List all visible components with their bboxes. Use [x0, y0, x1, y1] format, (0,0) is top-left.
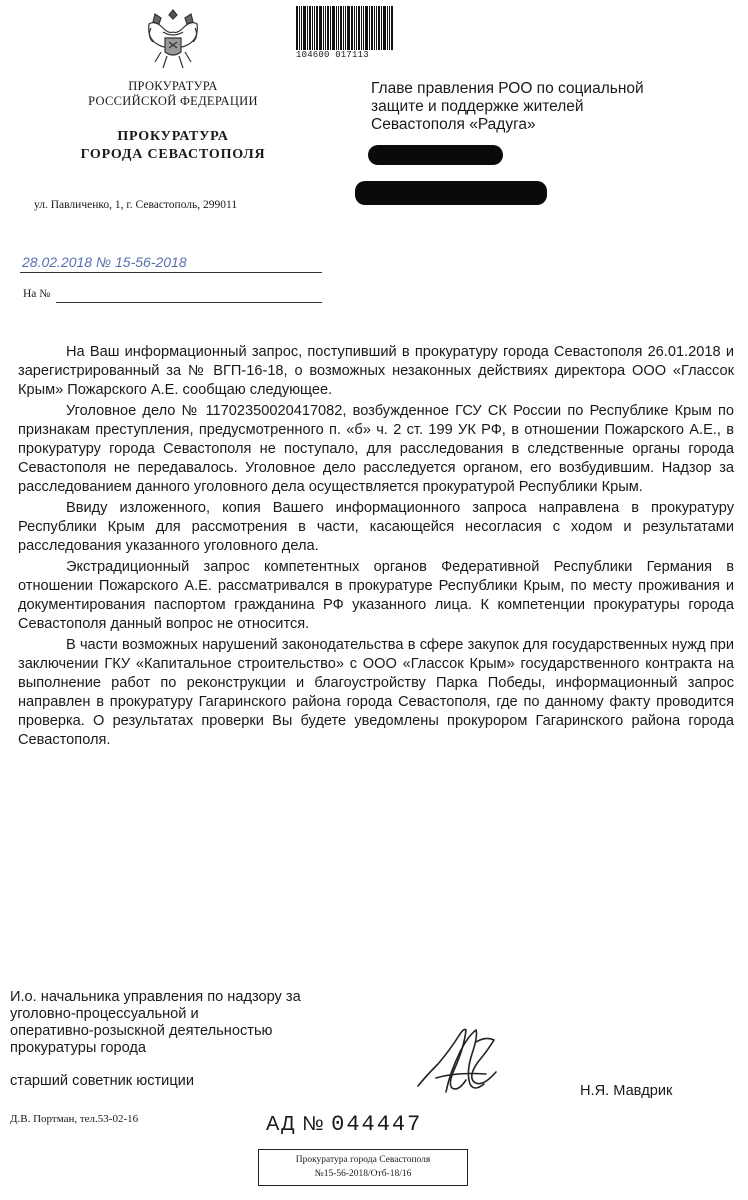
- barcode-bar: [376, 6, 377, 50]
- barcode-bar: [332, 6, 335, 50]
- barcode-bar: [314, 6, 315, 50]
- outgoing-number-underline: [20, 272, 322, 273]
- org-address: ул. Павличенко, 1, г. Севастополь, 299011: [34, 199, 238, 211]
- barcode-bar: [301, 6, 302, 50]
- org-name-line1: ПРОКУРАТУРА: [128, 79, 218, 93]
- body-paragraph: Уголовное дело № 11702350020417082, возбужденное ГСУ СК России по Республике Крым по признакам преступления, предусмотренного п. «б» ч. 2 ст. 199 УК РФ, в отношении Пожарского А.Е., в прокуратуру города Севастополя не поступало, для расследования в следственные органы города Севастополя не передавалось. Уголовное дело расследуется органом, его возбудившим. Надзор за расследованием данного уголовного дела осуществляется прокуратурой Республики Крым.: [18, 403, 734, 495]
- barcode-bar: [319, 6, 322, 50]
- barcode-bar: [330, 6, 331, 50]
- barcode-bar: [338, 6, 339, 50]
- form-serial-prefix: АД №: [266, 1113, 325, 1135]
- barcode-bar: [316, 6, 318, 50]
- stamp-line: Прокуратура города Севастополя: [295, 1155, 431, 1165]
- barcode-number: 104600 017113: [296, 50, 369, 60]
- barcode-bar: [383, 6, 386, 50]
- signer-position-line: И.о. начальника управления по надзору за: [10, 989, 301, 1005]
- barcode-bar: [371, 6, 373, 50]
- recipient-line: Севастополя «Радуга»: [371, 116, 536, 133]
- body-paragraph: В части возможных нарушений законодательства в сфере закупок для государственных нужд при заключении ГКУ «Капитальное строительство» с ООО «Глассок Крым» государственного контракта на выполнение работ по реконструкции и благоустройству Парка Победы, информационный запрос направлен в прокуратуру Гагаринского района города Севастополя, где по данному факту проводится проверка. О результатах проверки Вы будете уведомлены прокурором Гагаринского района города Севастополя.: [18, 637, 734, 748]
- recipient-block: [371, 80, 711, 134]
- barcode-bar: [347, 6, 350, 50]
- stamp-line: №15-56-2018/Отб-18/16: [314, 1169, 412, 1179]
- signer-position: [10, 989, 370, 1057]
- barcode-bar: [363, 6, 364, 50]
- barcode-bar: [356, 6, 357, 50]
- barcode-bar: [354, 6, 355, 50]
- barcode-bar: [296, 6, 298, 50]
- barcode-bar: [391, 6, 393, 50]
- barcode-bar: [299, 6, 300, 50]
- barcode-bar: [307, 6, 308, 50]
- redaction-bar: [368, 145, 503, 165]
- form-serial-digits: 044447: [331, 1112, 423, 1137]
- executor-contact: Д.В. Портман, тел.53-02-16: [10, 1113, 139, 1125]
- barcode-bar: [365, 6, 368, 50]
- body-paragraph: На Ваш информационный запрос, поступивший в прокуратуру города Севастополя 26.01.2018 и зарегистрированный за № ВГП-16-18, о возможных незаконных действиях директора ООО «Глассок Крым» Пожарского А.Е. сообщаю следующее.: [18, 344, 734, 398]
- barcode-bar: [340, 6, 342, 50]
- org-name-line2: РОССИЙСКОЙ ФЕДЕРАЦИИ: [88, 94, 258, 108]
- org-subunit-line2: ГОРОДА СЕВАСТОПОЛЯ: [80, 147, 266, 162]
- barcode-bar: [345, 6, 346, 50]
- barcode-bar: [351, 6, 353, 50]
- barcode-bar: [303, 6, 306, 50]
- body-paragraph: Экстрадиционный запрос компетентных органов Федеративной Республики Германия в отношении Пожарского А.Е. рассматривался в прокуратуре Республики Крым, по месту проживания и документирования паспортом гражданина РФ указанного лица. К компетенции прокуратуры города Севастополя данный вопрос не относится.: [18, 559, 734, 632]
- barcode-bar: [323, 6, 324, 50]
- barcode-bar: [361, 6, 362, 50]
- handwritten-signature: [406, 1022, 516, 1100]
- signer-position-line: прокуратуры города: [10, 1040, 147, 1056]
- barcode-bar: [389, 6, 390, 50]
- barcode-bar: [381, 6, 382, 50]
- signer-name: Н.Я. Мавдрик: [580, 1083, 673, 1099]
- barcode-bar: [343, 6, 344, 50]
- org-subunit-line1: ПРОКУРАТУРА: [117, 129, 229, 144]
- redaction-bar: [355, 181, 547, 205]
- recipient-line: защите и поддержке жителей: [371, 98, 584, 115]
- handwritten-outgoing-number: 28.02.2018 № 15-56-2018: [22, 254, 187, 270]
- barcode-bar: [387, 6, 388, 50]
- form-serial-number: [266, 1112, 422, 1137]
- russian-coat-of-arms-icon: [141, 4, 205, 72]
- recipient-line: Главе правления РОО по социальной: [371, 80, 644, 97]
- registration-stamp: [258, 1149, 468, 1186]
- reply-reference-line: [56, 302, 322, 303]
- barcode-bar: [309, 6, 311, 50]
- letter-body: [18, 343, 734, 752]
- barcode-bar: [312, 6, 313, 50]
- barcode-bar: [325, 6, 326, 50]
- signer-position-line: уголовно-процессуальной и: [10, 1006, 199, 1022]
- barcode-bars: [296, 6, 396, 50]
- barcode-bar: [358, 6, 360, 50]
- barcode-bar: [378, 6, 380, 50]
- barcode: [296, 6, 396, 60]
- barcode-bar: [369, 6, 370, 50]
- body-paragraph: Ввиду изложенного, копия Вашего информационного запроса направлена в прокуратуру Республики Крым для рассмотрения в части, касающейся несогласия с ходом и результатами расследования указанного уголовного дела.: [18, 500, 734, 554]
- barcode-bar: [336, 6, 337, 50]
- signer-rank: старший советник юстиции: [10, 1073, 194, 1089]
- reply-reference-label: На №: [23, 288, 51, 300]
- signer-position-line: оперативно-розыскной деятельностью: [10, 1023, 273, 1039]
- barcode-bar: [374, 6, 375, 50]
- barcode-bar: [327, 6, 329, 50]
